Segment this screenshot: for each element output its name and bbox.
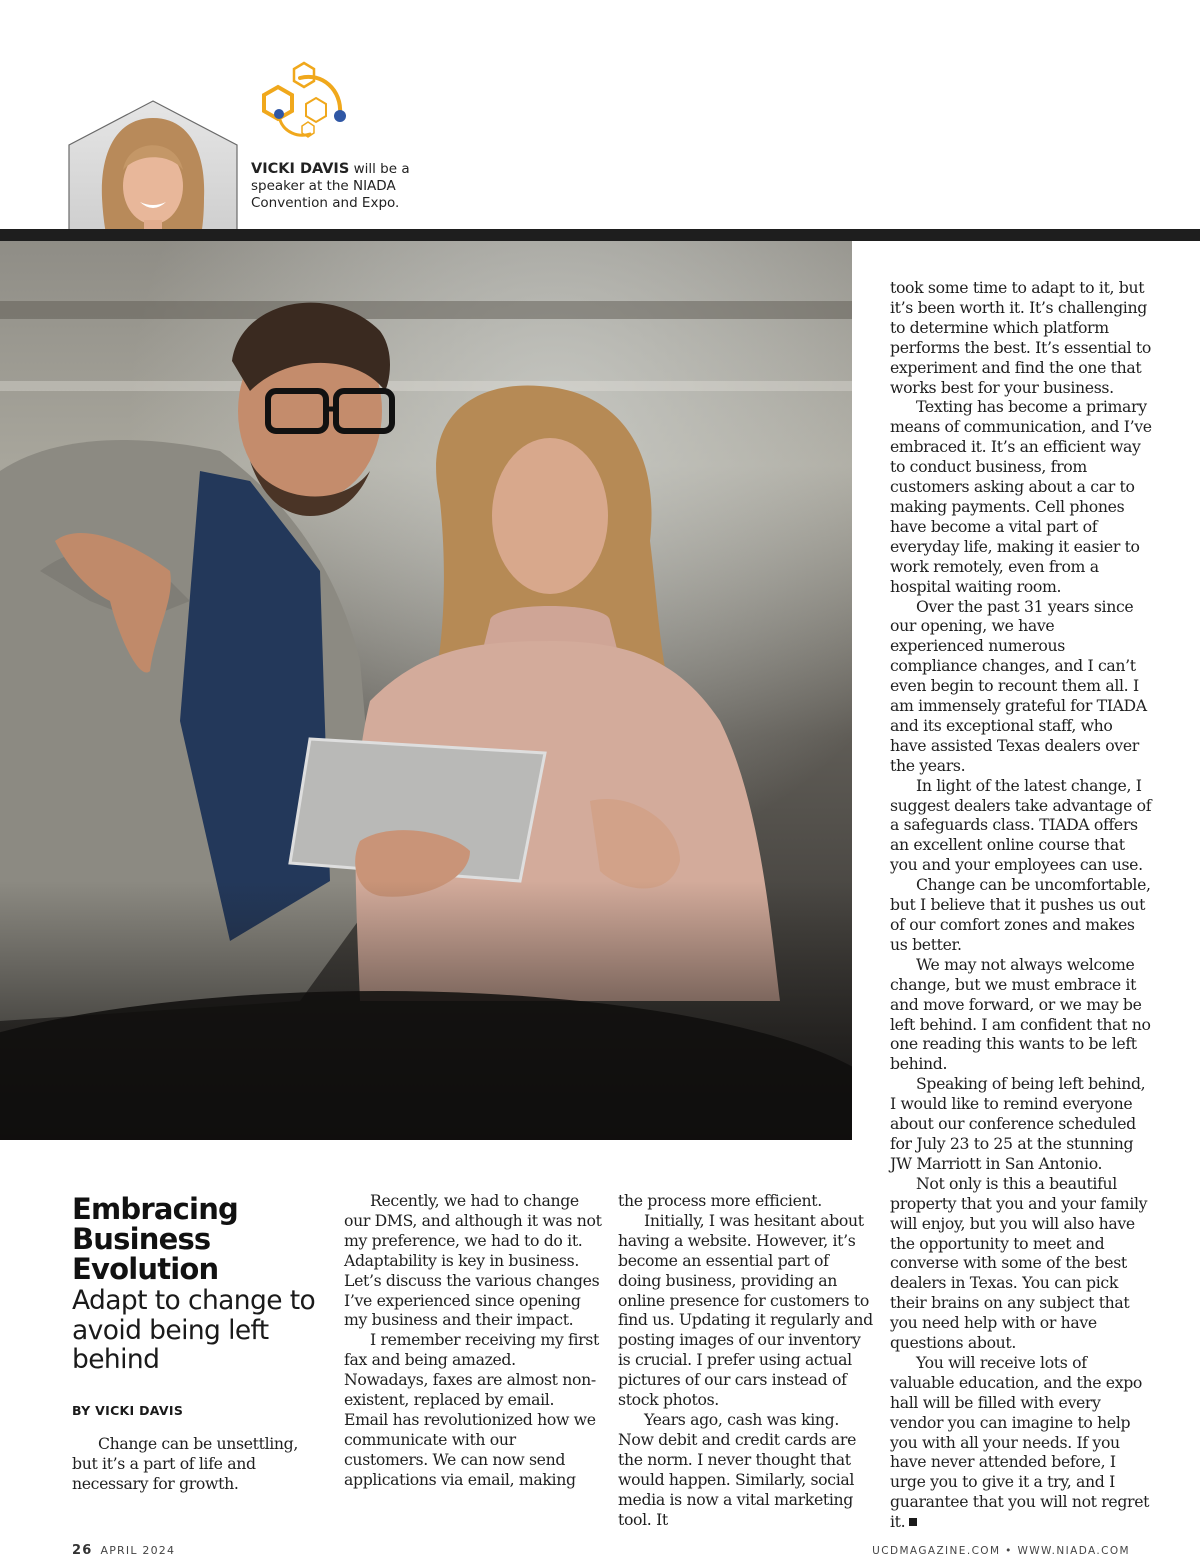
byline: BY VICKI DAVIS — [72, 1403, 184, 1418]
paragraph: Speaking of being left behind, I would like to remind everyone about our conference scheduled for July 23 to 25 at the stunning JW Marriott in San Antonio. — [890, 1074, 1146, 1173]
column-1 — [72, 1434, 324, 1494]
folio — [72, 1543, 175, 1558]
speaker-note — [251, 161, 441, 212]
header-rule — [0, 229, 1200, 241]
paragraph: Over the past 31 years since our opening, we have experienced numerous compliance changes, and I can’t even begin to recount them all. I am immensely grateful for TIADA and its exceptional staff, who have assisted Texas dealers over the years. — [890, 596, 1147, 775]
paragraph: Not only is this a beautiful property that you and your family will enjoy, but you will also have the opportunity to meet and converse with some of the best dealers in Texas. You can pick their brains on any subject that you need help with or have questions about. — [890, 1173, 1148, 1353]
paragraph: Change can be uncomfortable, but I believe that it pushes us out of our comfort zones and makes us better. — [890, 875, 1151, 954]
paragraph: Change can be unsettling, but it’s a part of life and necessary for growth. — [72, 1434, 298, 1493]
paragraph: Initially, I was hesitant about having a website. However, it’s become an essential part of doing business, providing an online presence for customers to find us. Updating it regularly and posting images of our inventory is crucial. I prefer using actual pictures of our cars instead of stock photos. — [618, 1210, 873, 1410]
dealership-photo — [0, 241, 852, 1140]
paragraph: took some time to adapt to it, but it’s been worth it. It’s challenging to determine which platform performs the best. It’s essential to experiment and find the one that works best for your business. — [890, 278, 1151, 397]
page-number: 26 — [72, 1543, 93, 1558]
end-of-article-square-icon — [909, 1518, 917, 1526]
speaker-name: VICKI DAVIS — [251, 161, 350, 177]
speaker-note-text: will be a speaker at the NIADA Convention and Expo. — [251, 161, 410, 211]
paragraph: Years ago, cash was king. Now debit and credit cards are the norm. I never thought that would happen. Similarly, social media is now a vital marketing tool. It — [618, 1409, 857, 1529]
issue-date: APRIL 2024 — [100, 1544, 176, 1557]
paragraph: We may not always welcome change, but we must embrace it and move forward, or we may be left behind. I am confident that no one reading this wants to be left behind. — [890, 954, 1151, 1074]
hexagon-network-logo-icon — [252, 60, 352, 140]
paragraph: In light of the latest change, I suggest dealers take advantage of a safeguards class. TIADA offers an excellent online course that you and your employees can use. — [890, 775, 1152, 875]
column-4 — [890, 278, 1152, 1532]
column-2 — [344, 1191, 602, 1490]
paragraph: Recently, we had to change our DMS, and although it was not my preference, we had to do it. Adaptability is key in business. Let’s discuss the various changes I’ve experienced since opening my business and their impact. — [344, 1191, 602, 1330]
column-3 — [618, 1191, 876, 1529]
paragraph-text: You will receive lots of valuable education, and the expo hall will be filled with every vendor you can imagine to help you with all your needs. If you have never attended before, I urge you to give it a try, and I guarantee that you will not regret it. — [890, 1352, 1150, 1532]
paragraph — [890, 1353, 1152, 1532]
article-deck: Adapt to change to avoid being left behind — [72, 1285, 316, 1375]
paragraph: Texting has become a primary means of communication, and I’ve embraced it. It’s an efficient way to conduct business, from customers asking about a car to making payments. Cell phones have become a vital part of everyday life, making it easier to work remotely, even from a hospital waiting room. — [890, 397, 1152, 596]
paragraph: I remember receiving my first fax and being amazed. Nowadays, faxes are almost non-existent, replaced by email. Email has revolutionized how we communicate with our customers. We can now send applications via email, making — [344, 1330, 599, 1489]
article-headline: Embracing Business Evolution — [72, 1192, 238, 1286]
footer-website: UCDMAGAZINE.COM • WWW.NIADA.COM — [872, 1545, 1130, 1557]
paragraph: the process more efficient. — [618, 1191, 822, 1210]
